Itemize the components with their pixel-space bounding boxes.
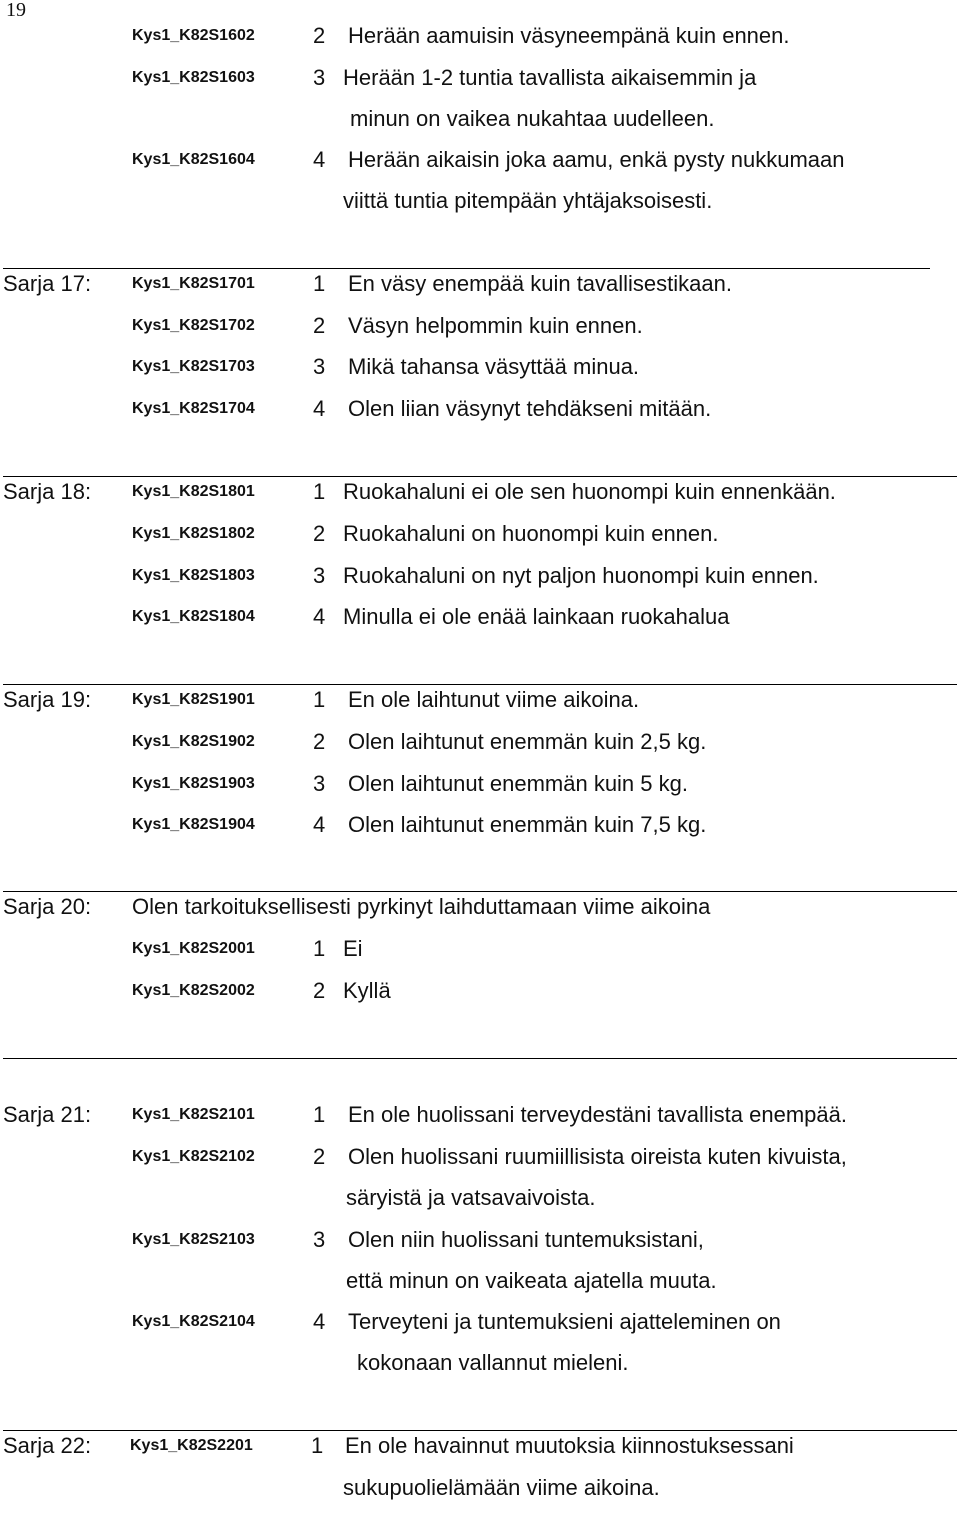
item-answer-text: Ruokahaluni ei ole sen huonompi kuin ennenkään.	[343, 479, 836, 504]
section-divider	[3, 1058, 957, 1059]
item-answer-text: Herään aikaisin joka aamu, enkä pysty nukkumaan	[348, 147, 845, 172]
item-number: 3	[313, 1227, 326, 1252]
section-divider	[3, 891, 957, 892]
item-number: 4	[313, 396, 326, 421]
item-answer-text: Olen laihtunut enemmän kuin 7,5 kg.	[348, 812, 707, 837]
item-code: Kys1_K82S1903	[132, 775, 255, 792]
series-question: Olen tarkoituksellisesti pyrkinyt laihduttamaan viime aikoina	[132, 894, 711, 919]
item-answer-text: En ole havainnut muutoksia kiinnostuksessani	[345, 1433, 794, 1458]
item-code: Kys1_K82S1801	[132, 483, 255, 500]
item-code: Kys1_K82S1602	[132, 27, 255, 44]
item-code: Kys1_K82S2102	[132, 1148, 255, 1165]
item-answer-text: säryistä ja vatsavaivoista.	[346, 1185, 596, 1210]
item-code: Kys1_K82S2001	[132, 940, 255, 957]
item-code: Kys1_K82S1604	[132, 151, 255, 168]
section-divider	[3, 684, 957, 685]
item-code: Kys1_K82S1701	[132, 275, 255, 292]
item-number: 1	[313, 479, 326, 504]
item-answer-text: viittä tuntia pitempään yhtäjaksoisesti.	[343, 188, 713, 213]
item-answer-text: minun on vaikea nukahtaa uudelleen.	[350, 106, 715, 131]
item-code: Kys1_K82S1901	[132, 691, 255, 708]
item-code: Kys1_K82S1703	[132, 358, 255, 375]
item-code: Kys1_K82S1902	[132, 733, 255, 750]
item-number: 2	[313, 313, 326, 338]
item-code: Kys1_K82S1704	[132, 400, 255, 417]
series-label: Sarja 17:	[3, 271, 92, 296]
section-divider	[3, 268, 930, 269]
item-number: 2	[313, 729, 326, 754]
item-answer-text: Kyllä	[343, 978, 391, 1003]
series-label: Sarja 18:	[3, 479, 92, 504]
item-number: 1	[313, 1102, 326, 1127]
item-number: 2	[313, 1144, 326, 1169]
item-code: Kys1_K82S1603	[132, 69, 255, 86]
item-number: 4	[313, 812, 326, 837]
item-answer-text: Ruokahaluni on nyt paljon huonompi kuin ennen.	[343, 563, 819, 588]
item-number: 4	[313, 1309, 326, 1334]
item-code: Kys1_K82S1804	[132, 608, 255, 625]
item-answer-text: Väsyn helpommin kuin ennen.	[348, 313, 643, 338]
item-code: Kys1_K82S2101	[132, 1106, 255, 1123]
series-label: Sarja 19:	[3, 687, 92, 712]
item-number: 2	[313, 23, 326, 48]
item-number: 3	[313, 354, 326, 379]
item-answer-text: Herään aamuisin väsyneempänä kuin ennen.	[348, 23, 790, 48]
item-number: 3	[313, 563, 326, 588]
item-code: Kys1_K82S2104	[132, 1313, 255, 1330]
item-answer-text: Olen liian väsynyt tehdäkseni mitään.	[348, 396, 712, 421]
item-number: 1	[313, 687, 326, 712]
item-number: 2	[313, 978, 326, 1003]
item-answer-text: Ruokahaluni on huonompi kuin ennen.	[343, 521, 719, 546]
item-number: 1	[313, 271, 326, 296]
item-answer-text: että minun on vaikeata ajatella muuta.	[346, 1268, 717, 1293]
item-number: 3	[313, 771, 326, 796]
item-answer-text: Ei	[343, 936, 363, 961]
item-answer-text: Olen niin huolissani tuntemuksistani,	[348, 1227, 704, 1252]
series-label: Sarja 20:	[3, 894, 92, 919]
item-answer-text: Herään 1-2 tuntia tavallista aikaisemmin ja	[343, 65, 757, 90]
item-code: Kys1_K82S2201	[130, 1437, 253, 1454]
item-number: 2	[313, 521, 326, 546]
item-code: Kys1_K82S2103	[132, 1231, 255, 1248]
item-answer-text: Olen huolissani ruumiillisista oireista kuten kivuista,	[348, 1144, 847, 1169]
page-number: 19	[6, 0, 26, 21]
item-answer-text: Olen laihtunut enemmän kuin 2,5 kg.	[348, 729, 707, 754]
item-answer-text: Olen laihtunut enemmän kuin 5 kg.	[348, 771, 688, 796]
series-label: Sarja 21:	[3, 1102, 92, 1127]
section-divider	[3, 476, 957, 477]
item-answer-text: En ole laihtunut viime aikoina.	[348, 687, 640, 712]
item-code: Kys1_K82S1904	[132, 816, 255, 833]
item-answer-text: Minulla ei ole enää lainkaan ruokahalua	[343, 604, 730, 629]
item-number: 1	[313, 936, 326, 961]
item-code: Kys1_K82S2002	[132, 982, 255, 999]
item-code: Kys1_K82S1802	[132, 525, 255, 542]
item-number: 3	[313, 65, 326, 90]
item-number: 1	[311, 1433, 324, 1458]
item-answer-text: En väsy enempää kuin tavallisestikaan.	[348, 271, 732, 296]
item-number: 4	[313, 147, 326, 172]
item-code: Kys1_K82S1702	[132, 317, 255, 334]
section-divider	[3, 1430, 957, 1431]
item-code: Kys1_K82S1803	[132, 567, 255, 584]
item-number: 4	[313, 604, 326, 629]
item-answer-text: kokonaan vallannut mieleni.	[357, 1350, 629, 1375]
item-answer-text: Terveyteni ja tuntemuksieni ajatteleminen on	[348, 1309, 781, 1334]
item-answer-text: sukupuolielämään viime aikoina.	[343, 1475, 660, 1500]
series-label: Sarja 22:	[3, 1433, 92, 1458]
item-answer-text: En ole huolissani terveydestäni tavallista enempää.	[348, 1102, 847, 1127]
item-answer-text: Mikä tahansa väsyttää minua.	[348, 354, 640, 379]
